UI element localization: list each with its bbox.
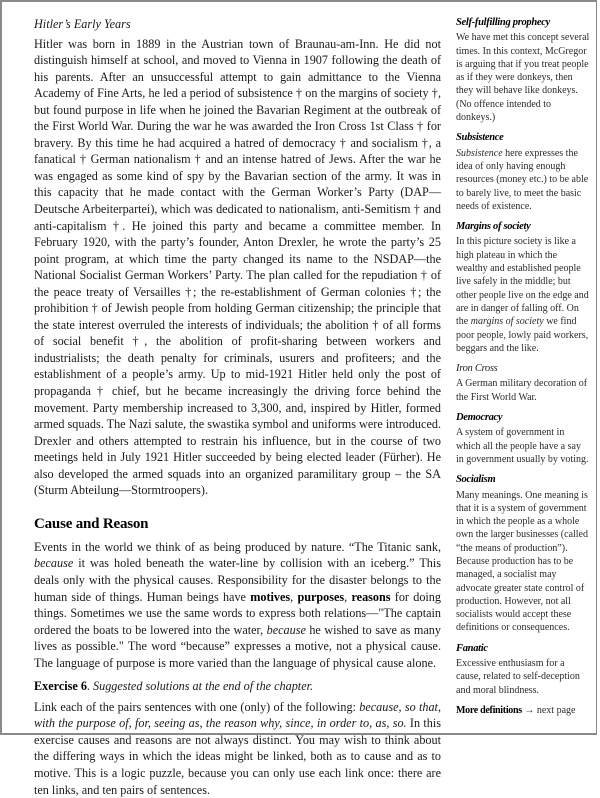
text-run: Link each of the pairs sentences with one (only) of the following: <box>34 699 360 714</box>
definition: Many meanings. One meaning is that it is a system of government in which the people as a whole own the larger businesses (called “the means of production”). Because production has to be managed, a socialist may advocate greater state control of production. However, not all socialists would accept these definitions or consequences. <box>456 489 588 634</box>
term-democracy: Democracy <box>456 412 503 424</box>
term-subsistence: Subsistence <box>456 132 504 144</box>
next-page-label: next page <box>536 704 576 716</box>
definition: Excessive enthusiasm for a cause, related to self-deception and moral blindness. <box>456 658 580 696</box>
bold-term-purposes: purposes <box>297 589 345 604</box>
text-run: he wished to save as many lives as possible." The word “because” expresses a motive, not a physical cause. The language of purpose is more varied than the language of physical cause alone. <box>34 622 441 670</box>
term-iron-cross: Iron Cross <box>456 363 498 375</box>
text-run: . <box>86 679 94 694</box>
text-run: here expresses the idea of only having enough resources (money etc.) to be able to barely live, to meet the basic needs of existence. <box>456 147 589 212</box>
text-run: we find poor people, lowly paid workers, beggars and the like. <box>456 316 589 354</box>
more-definitions-label: More definitions <box>456 704 522 716</box>
italic-text: because <box>266 622 306 637</box>
text-run: Events in the world we think of as being produced by nature. “The Titanic sank, <box>34 539 441 554</box>
definition <box>456 235 590 355</box>
definition: We have met this concept several times. In this context, McGregor is arguing that if you treat people as if they were donkeys, then they will behave like donkeys. (No offence intended to donkeys.) <box>456 32 590 124</box>
term-margins-of-society: Margins of society <box>456 221 531 233</box>
heading-cause-and-reason: Cause and Reason <box>34 515 149 532</box>
definition <box>456 147 590 213</box>
text-run: it was holed beneath the water-line by collision with an iceberg.” This deals only with the physical causes. Responsibility for the disaster belongs to the human side of things. Human beings have <box>34 556 441 604</box>
text-run: for doing things. Sometimes we use the same words to express both relations—"The captain ordered the boats to be lowered into the water, <box>34 589 441 637</box>
exercise-paragraph <box>34 699 441 798</box>
body-paragraph: Hitler was born in 1889 in the Austrian town of Braunau-am-Inn. He did not distinguish himself at school, and moved to Vienna in 1907 following the death of his parents. After an unsuccessful attempt to gain admittance to the Vienna Academy of Fine Arts, he led a period of subsistence † on the margins of society †, but found purpose in life when he joined the Bavarian Regiment at the outbreak of the First World War. During the war he was awarded the Iron Cross 1st Class † for bravery. By this time he had acquired a hatred of democracy † and socialism †, a fanatical † German nationalism † and an intense hatred of Jews. After the war he was engaged as some kind of spy by the Bavarian section of the army. It was in this capacity that he made contact with the German Worker’s Party (DAP—Deutsche Arbeiterpartei), which was dedicated to nationalism, anti-Semitism † and anti-capitalism †. He joined this party and became a committee member. In February 1920, with the party’s founder, Anton Drexler, he wrote the party’s 25 point program, at which time the party changed its name to the NSDAP—the National Socialist German Workers’ Party. The plan called for the repudiation † of the peace treaty of Versailles †; the re-establishment of German colonies †; the prohibition † of Jewish people from holding German citizenship; the principle that the state interest overruled the interests of individuals; the abolition † of all forms of social benefit †, the abolition of profit-sharing between workers and industrialists; the death penalty for criminals, usurers and profiteers; and the establishment of a people’s army. Up to mid-1921 Hitler held only the post of propaganda † chief, but he became increasingly the driving force behind the movement. Party membership increased to 3,300, and, inspired by Hitler, formed armed squads. The Nazi salute, the swastika symbol and uniforms were introduced. Drexler and others attempted to restrain his influence, but in the course of two meetings held in July 1921 Hitler succeeded by being elected leader (Fürher). He also developed the armed squads into an organized paramilitary group – the SA (Sturm Abteilung—Stormtroopers). <box>34 36 441 498</box>
definition: A system of government in which all the people have a say in government usually by voting. <box>456 427 589 465</box>
text-run: , <box>290 589 298 604</box>
link-words: because, so that, with the purpose of, for, seeing as, the reason why, since, in order to, as, so. <box>34 699 441 731</box>
italic-text: Subsistence <box>456 147 503 159</box>
definitions-sidebar <box>456 16 590 727</box>
term-fanatic: Fanatic <box>456 642 488 654</box>
section-title: Hitler’s Early Years <box>34 17 131 31</box>
more-definitions-link[interactable] <box>456 704 590 717</box>
text-run: In this picture society is like a high plateau in which the wealthy and established people live safely in the middle; but other people live on the edge and are in danger of falling off. On the <box>456 236 589 328</box>
term-self-fulfilling-prophecy: Self-fulfilling prophecy <box>456 17 551 28</box>
arrow-right-icon: → <box>521 704 537 716</box>
text-run: , <box>344 589 352 604</box>
exercise-heading <box>34 678 441 695</box>
text-run: In this exercise causes and reasons are not always distinct. You may wish to think about the differing ways in which the ideas might be linked, both as to cause and as to motive. This is a logic puzzle, because you can only use each link once: there are ten links, and ten pairs of sentences. <box>34 716 442 797</box>
term-socialism: Socialism <box>456 474 496 486</box>
bold-term-motives: motives <box>250 589 291 604</box>
italic-text: because <box>34 556 74 571</box>
exercise-note: Suggested solutions at the end of the chapter. <box>93 679 314 694</box>
bold-term-reasons: reasons <box>351 589 391 604</box>
italic-text: margins of society <box>470 316 544 328</box>
cause-paragraph <box>34 539 441 671</box>
definition: A German military decoration of the First World War. <box>456 378 588 403</box>
main-column <box>34 16 441 798</box>
exercise-label: Exercise 6 <box>34 679 87 694</box>
